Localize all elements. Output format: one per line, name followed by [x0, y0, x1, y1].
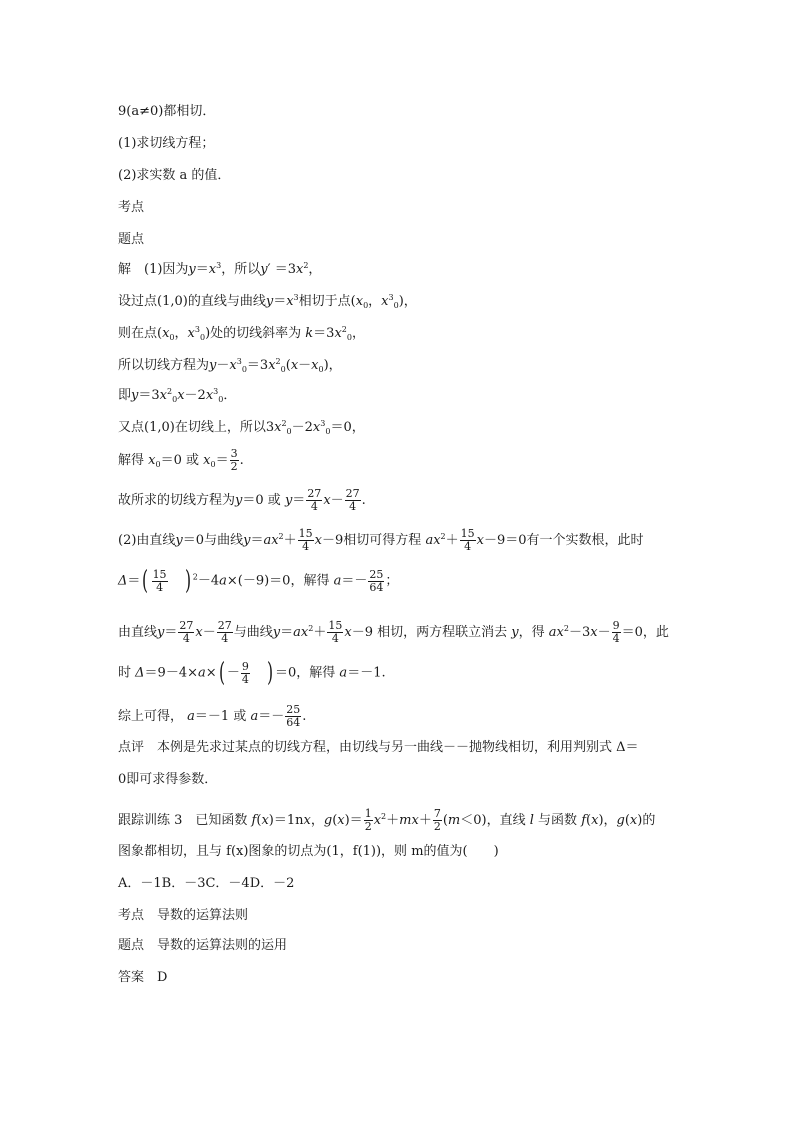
- practice-line-2: 图象都相切，且与 f(x)图象的切点为(1，f(1))，则 m的值为( ): [118, 844, 499, 859]
- solution-line-6: 又点(1,0)在切线上，所以$3x^2_0-2x^3_0=0$，: [118, 419, 365, 436]
- question-1: (1)求切线方程；: [118, 136, 215, 151]
- kaodian-label: 考点: [118, 200, 145, 215]
- solution-line-13: 综上可得， a＝－1 或 a＝－ $\frac{25}{64}$ .: [118, 703, 307, 729]
- solution-line-11: 由直线y＝ $\frac{27}{4}$ x－ $\frac{27}{4}$ 与曲线$y=ax^2+$ $\frac{15}{4}$ x－9 相切，两方程联立消去 y，得 $ax^2-3x-$ $\frac{9}{4}$ ＝0，此: [118, 619, 669, 645]
- tidian-label: 题点: [118, 232, 145, 247]
- tidian-line: 题点 导数的运算法则的运用: [118, 938, 288, 953]
- practice-line-1: 跟踪训练 3 已知函数 f(x)＝1nx，g(x)＝ $\frac{1}{2}$ $x^2+mx+$ $\frac{7}{2}$ (m＜0)，直线 l 与函数 f(x)，g(x)的: [118, 807, 656, 833]
- comment-line-1: 点评 本例是先求过某点的切线方程，由切线与另一曲线－－抛物线相切，利用判别式 Δ＝: [118, 740, 639, 755]
- kaodian-line: 考点 导数的运算法则: [118, 908, 249, 923]
- solution-line-9: (2)由直线y＝0与曲线$y=ax^2+$ $\frac{15}{4}$ x－9相切可得方程 $ax^2+$ $\frac{15}{4}$ x－9＝0有一个实数根，此时: [118, 527, 644, 553]
- solution-line-8: 故所求的切线方程为y＝0 或 y＝ $\frac{27}{4}$ x－ $\frac{27}{4}$ .: [118, 487, 366, 513]
- question-2: (2)求实数 a 的值．: [118, 168, 231, 183]
- answer-options: A．－1B．－3C．－4D．－2: [118, 876, 295, 891]
- solution-line-10: Δ＝( $\frac{15}{4}$ ) $^2$－4a×(－9)＝0，解得 a＝－ $\frac{25}{64}$ ；: [118, 566, 399, 596]
- solution-line-1: 解 (1)因为$y=x^3$，所以$y' =3x^2$，: [118, 261, 322, 277]
- comment-line-2: 0即可求得参数．: [118, 772, 218, 787]
- solution-line-12: 时 Δ＝9－4×a×( － $\frac{9}{4}$ ) ＝0，解得 a＝－1.: [118, 658, 386, 688]
- solution-line-5: 即$y=3x^2_0x-2x^3_0$．: [118, 387, 237, 404]
- solution-line-7: 解得 $x_0=0$ 或 $x_0=$ $\frac{3}{2}$ .: [118, 447, 244, 473]
- solution-line-4: 所以切线方程为$y-x^3_0=3x^2_0(x-x_0)$，: [118, 357, 342, 374]
- problem-condition-line: 9(a≠0)都相切．: [118, 104, 216, 119]
- solution-line-2: 设过点(1,0)的直线与曲线$y=x^3$相切于点($x_0$，$x^3_0$)，: [118, 293, 417, 310]
- answer-line: 答案 D: [118, 970, 168, 985]
- solution-line-3: 则在点($x_0$，$x^3_0$)处的切线斜率为 $k=3x^2_0$，: [118, 325, 365, 342]
